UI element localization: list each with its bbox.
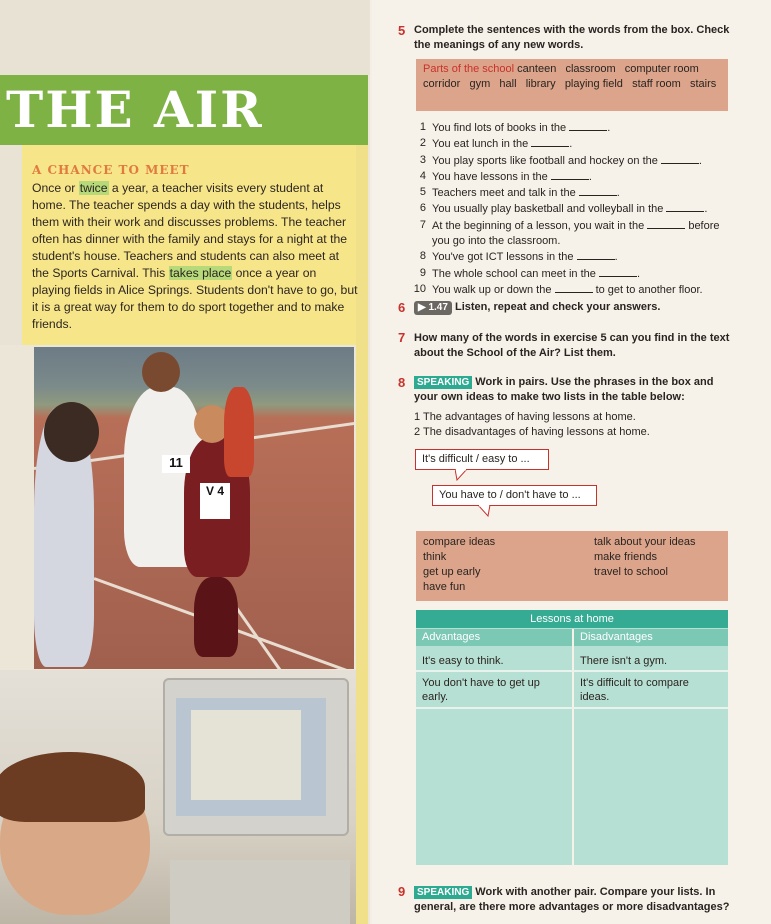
exercise-number: 8	[398, 375, 406, 390]
table-row-divider	[416, 670, 728, 672]
table-cell: It's easy to think.	[422, 655, 504, 667]
sentence	[404, 153, 734, 169]
answer-blank[interactable]	[666, 201, 704, 212]
sentence-text: to get to another floor.	[592, 283, 703, 296]
sentence-number: 1	[419, 121, 426, 133]
sentence	[404, 185, 734, 201]
sentence-number: 2	[419, 137, 426, 150]
bubble-tail-icon	[455, 469, 469, 481]
answer-blank[interactable]	[647, 218, 685, 229]
exercise-instruction: Complete the sentences with the words from the box. Check the meanings of any new words.	[414, 24, 730, 51]
exercise-instruction	[414, 375, 730, 405]
runner-legs	[194, 577, 238, 657]
table-title: Lessons at home	[416, 610, 728, 628]
computer-case	[170, 860, 350, 924]
article-text	[32, 180, 358, 333]
sentence-number: 10	[413, 282, 426, 295]
sentence-text: You eat lunch in the	[432, 138, 532, 151]
sentence-text: Teachers meet and talk in the	[432, 187, 579, 200]
sentence-text: You've got ICT lessons in the	[432, 251, 577, 264]
sentence-number: 4	[419, 169, 426, 182]
sentence-list	[404, 120, 734, 298]
sentence-text: .	[588, 170, 592, 183]
sentence-number: 5	[419, 186, 426, 199]
article-part: Once or	[32, 181, 79, 195]
left-page-top	[0, 0, 370, 75]
exercise-text: Work with another pair. Compare your lists. In general, are there more advantages or more disadvantages?	[414, 886, 730, 913]
task-item: 2 The disadvantages of having lessons at home.	[414, 426, 650, 438]
bib-number: V 4	[200, 483, 230, 519]
exercise-instruction	[414, 300, 730, 315]
exercise-text: Listen, repeat and check your answers.	[455, 301, 661, 313]
sentence-text: before you go into the classroom.	[432, 219, 720, 248]
sentence-text: You usually play basketball and volleyball in the	[432, 203, 667, 216]
sentence-number: 8	[419, 250, 426, 263]
sentence-text: .	[636, 267, 640, 280]
phrase: compare ideas	[423, 536, 496, 548]
sentence-text: You play sports like football and hockey on the	[432, 154, 661, 167]
phrase: make friends	[594, 551, 657, 563]
exercise-number: 9	[398, 884, 406, 899]
sentence-text: You walk up or down the	[432, 283, 555, 296]
phrase: have fun	[423, 581, 466, 593]
speaking-badge: SPEAKING	[414, 886, 472, 899]
exercise-number: 6	[398, 300, 406, 315]
article-part: once a year on playing fields in Alice Springs. Students don't have to go, but it is a great way for them to do sport together and to make friends.	[32, 266, 358, 331]
sentence	[404, 136, 734, 152]
word-box-title: Parts of the school	[423, 63, 515, 75]
word-box	[416, 59, 728, 111]
table-cell: There isn't a gym.	[580, 655, 668, 667]
sentence	[404, 282, 734, 298]
task-list	[414, 410, 650, 440]
answer-blank[interactable]	[551, 169, 589, 180]
answer-blank[interactable]	[579, 185, 617, 196]
sentence-number: 6	[419, 202, 426, 215]
sentence-text: .	[614, 251, 618, 264]
sentence	[404, 266, 734, 282]
phrase: get up early	[423, 566, 481, 578]
answer-blank[interactable]	[661, 153, 699, 164]
sentence-text: The whole school can meet in the	[432, 267, 599, 280]
table-cell: You don't have to get up early.	[422, 677, 540, 703]
exercise-instruction	[414, 885, 730, 915]
answer-blank[interactable]	[555, 282, 593, 293]
sentence-text: .	[616, 187, 620, 200]
sentence-text: .	[607, 122, 611, 134]
answer-blank[interactable]	[531, 136, 569, 147]
sentence-text: You find lots of books in the	[432, 122, 570, 134]
runner-back	[224, 387, 254, 477]
sentence-number: 3	[419, 153, 426, 166]
speech-bubble: It's difficult / easy to ...	[415, 449, 549, 470]
audio-track-badge[interactable]: ▶ 1.47	[414, 301, 452, 315]
highlight-takes-place: takes place	[169, 266, 232, 280]
sentence	[404, 218, 734, 250]
answer-blank[interactable]	[577, 249, 615, 260]
table-row-divider	[416, 707, 728, 709]
sentence-text: .	[698, 154, 702, 167]
sentence	[404, 120, 734, 136]
task-item: 1 The advantages of having lessons at home.	[414, 411, 636, 423]
column-header-advantages: Advantages	[416, 629, 572, 646]
runner-head	[142, 352, 180, 392]
answer-blank[interactable]	[569, 120, 607, 131]
sentence	[404, 249, 734, 265]
exercise-number: 5	[398, 23, 406, 38]
sentence-text: You have lessons in the	[432, 170, 551, 183]
sentence-number: 7	[419, 218, 426, 231]
sentence-text: .	[704, 203, 708, 216]
page-title: THE AIR	[6, 80, 264, 139]
sentence-text: .	[569, 138, 573, 151]
video-call-window	[191, 710, 301, 800]
sentence-number: 9	[419, 266, 426, 279]
speaking-badge: SPEAKING	[414, 376, 472, 389]
phrase: travel to school	[594, 566, 668, 578]
phrase: talk about your ideas	[594, 536, 696, 548]
sentence	[404, 201, 734, 217]
race-photo	[34, 347, 354, 669]
phrase: think	[423, 551, 447, 563]
sentence	[404, 169, 734, 185]
runner-head	[44, 402, 99, 462]
exercise-instruction: How many of the words in exercise 5 can you find in the text about the School of the Air? List them.	[414, 332, 730, 359]
table-divider	[572, 629, 574, 865]
highlight-twice: twice	[79, 181, 108, 195]
table-cell: It's difficult to compare ideas.	[580, 677, 689, 703]
sentence-text: At the beginning of a lesson, you wait in the	[432, 219, 648, 232]
column-header-disadvantages: Disadvantages	[574, 629, 728, 646]
exercise-number: 7	[398, 330, 406, 345]
section-heading: A CHANCE TO MEET	[32, 163, 190, 177]
answer-blank[interactable]	[599, 266, 637, 277]
exercise-text: Work in pairs. Use the phrases in the box and your own ideas to make two lists in the table below:	[414, 376, 714, 403]
speech-bubble: You have to / don't have to ...	[432, 485, 597, 506]
margin-strip	[0, 145, 22, 345]
audio-track-number: 1.47	[428, 302, 448, 313]
article-part: a year, a teacher visits every student at home. The teacher spends a day with the students, helps them with their work and discusses problems. The teacher often has dinner with the family and stays for a night at the student's house. Teachers and students can also meet at the Sports Carnival. This	[32, 181, 348, 280]
bubble-tail-icon	[478, 505, 492, 517]
boy-hair	[0, 752, 145, 822]
computer-photo	[0, 670, 356, 924]
bib-number: 11	[162, 455, 190, 473]
word-box-words: canteen classroom computer room corridor gym hall library playing field staff room stairs	[423, 63, 717, 90]
